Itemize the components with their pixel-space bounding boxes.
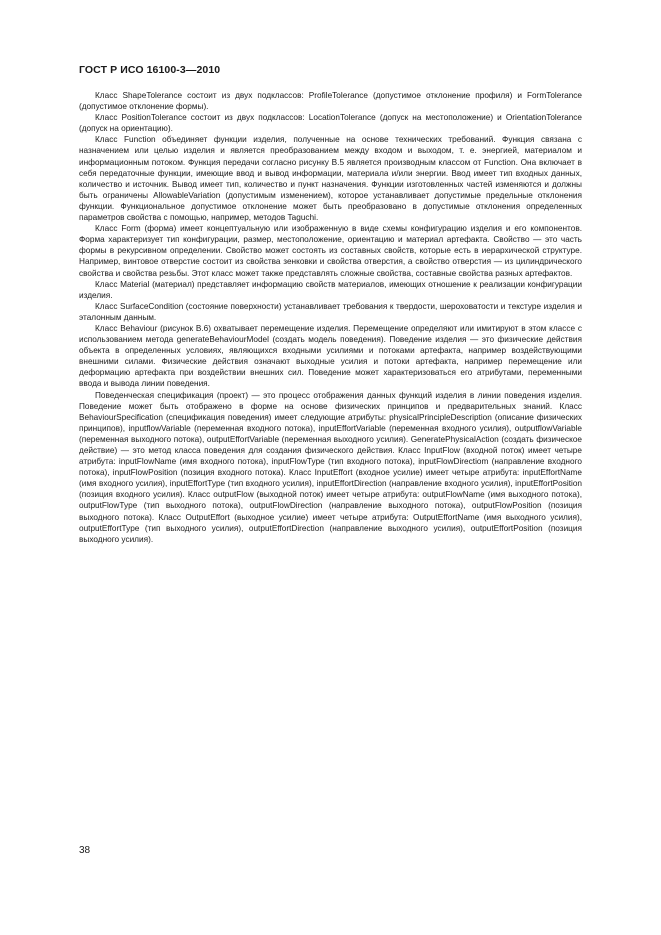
- paragraph-shape-tolerance: Класс ShapeTolerance состоит из двух подклассов: ProfileTolerance (допустимое отклонение профиля) и FormTolerance (допустимое отклонение формы).: [79, 91, 582, 112]
- paragraph-behaviour-specification: Поведенческая спецификация (проект) — это процесс отображения данных функций изделия в линии поведения изделия. Поведение может быть отображено в форме на основе физических принципов и предварительных знаний. Класс BehaviourSpecification (спецификация поведения) имеет следующие атрибуты: physicalPrincipleDescription (описание физических принципов), inputflowVariable (переменная входного потока), inputEffortVariable (переменная входного усилия), outputflowVariable (переменная выходного потока), outputEffortVariable (переменная выходного усилия). GeneratePhysicalAction (создать физическое действие) — это метод класса поведения для создания физического действия. Класс InputFlow (входной поток) имеет четыре атрибута: inputFlowName (имя входного потока), inputFlowType (тип входного потока), inputFlowDirectiom (направление входного потока), inputFlowPosition (позиция входного потока). Класс InputEffort (входное усилие) имеет четыре атрибута: inputEffortName (имя входного усилия), inputEffortType (тип входного усилия), inputEffortDirection (направление входного усилия), inputEffortPosition (позиция входного усилия). Класс outputFlow (выходной поток) имеет четыре атрибута: outputFlowName (имя выходного потока), outputFlowType (тип выходного потока), outputFlowDirection (направление выходного потока), outputFlowPosition (позиция выходного потока). Класс OutputEffort (выходное усилие) имеет четыре атрибута: OutputEffortName (имя выходного усилия), outputEffortType (тип выходного усилия), outputEffortDirection (направление выходного усилия), outputEffortPosition (позиция выходного усилия).: [79, 390, 582, 544]
- paragraph-function: Класс Function объединяет функции изделия, полученные на основе технических требований. Функция связана с назначением или целью изделия и является преобразованием между входом и выходом, т. е. энергией, материалом и информационным потоком. Функция передачи согласно рисунку В.5 является производным классом от Function. Она включает в себя передаточные функции, имеющие ввод и вывод информации, материала и/или энергии. Ввод имеет тип входных данных, количество и источник. Вывод имеет тип, количество и пункт назначения. Функции изготовленных частей изменяются и должны быть ограничены AllowableVariation (допустимым изменением), которое устанавливает допустимые предельные отклонения функции. Функциональное допустимое отклонение может быть преобразовано в допустимые отклонения определенных параметров свойства с помощью, например, методов Taguchi.: [79, 135, 582, 223]
- page-number: 38: [79, 845, 91, 856]
- body-text: [79, 90, 582, 545]
- paragraph-form: Класс Form (форма) имеет концептуальную или изображенную в виде схемы конфигурацию изделия и его компонентов. Форма характеризует тип конфигурации, размер, местоположение, ориентацию и материал артефакта. Свойство — это часть формы в рекурсивном определении. Свойство может состоять из составных свойств, которые есть в иерархической структуре. Например, винтовое отверстие состоит из свойства зенковки и свойства отверстия, а свойство отверстия — из цилиндрического свойства и свойства резьбы. Этот класс может также представлять сложные свойства, составные свойства разных артефактов.: [79, 224, 582, 278]
- paragraph-behaviour: Класс Behaviour (рисунок В.6) охватывает перемещение изделия. Перемещение определяют или имитируют в этом классе с использованием метода generateBehaviourModel (создать модель поведения). Поведение изделия — это физические действия объекта в определенных условиях, являющихся входными усилиями и потоками артефакта, например воздействующими внешними силами. Физические действия означают выходные усилия и потоки артефакта, например перемещение или деформацию артефакта при воздействии внешних сил. Поведение может характеризоваться его атрибутами, переменными ввода и вывода линии поведения.: [79, 323, 582, 389]
- page-header: ГОСТ Р ИСО 16100-3—2010: [79, 64, 221, 76]
- paragraph-position-tolerance: Класс PositionTolerance состоит из двух подклассов: LocationTolerance (допуск на местоположение) и OrientationTolerance (допуск на ориентацию).: [79, 113, 582, 134]
- paragraph-material: Класс Material (материал) представляет информацию свойств материалов, имеющих отношение к реализации конфигурации изделия.: [79, 279, 582, 300]
- paragraph-surface-condition: Класс SurfaceCondition (состояние поверхности) устанавливает требования к твердости, шероховатости и текстуре изделия и эталонным данным.: [79, 301, 582, 322]
